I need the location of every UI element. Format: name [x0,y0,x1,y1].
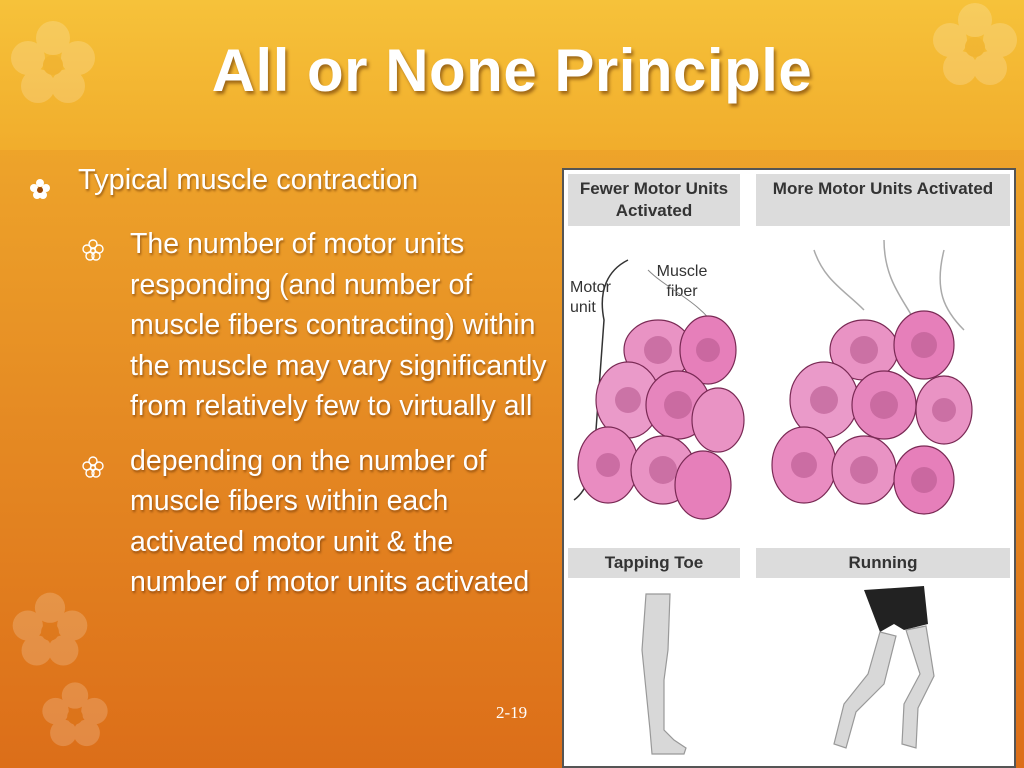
flower-bullet-icon [30,160,78,210]
flower-decoration-icon [40,680,110,750]
slide-title: All or None Principle [211,37,813,104]
motor-unit-label: Motor unit [570,279,611,316]
motor-unit-figure [562,168,1016,768]
tapping-toe-leg-illustration [624,590,704,760]
bullet-level2 [82,441,560,603]
left-caption: Tapping Toe [568,548,740,578]
muscle-fiber-label: Muscle fiber [656,263,708,300]
bullet-text: depending on the number of muscle fibers within each activated motor unit & the number of motor units activated [130,444,530,598]
muscle-fibers-more-illustration [764,230,1004,530]
flower-outline-bullet-icon [82,441,130,490]
page-number: 2-19 [496,703,528,722]
bullet-level1 [30,160,560,210]
bullet-level2 [82,224,560,427]
flower-outline-bullet-icon [82,224,130,273]
muscle-fibers-few-illustration [568,230,748,530]
right-header: More Motor Units Activated [756,174,1010,226]
running-legs-illustration [824,584,944,760]
bullet-text: The number of motor units responding (and number of muscle fibers contracting) within the muscle may vary significantly from relatively few to virtually all [130,228,547,422]
left-header: Fewer Motor Units Activated [568,174,740,226]
bullet-list [30,160,560,603]
right-caption: Running [756,548,1010,578]
bullet-text: Typical muscle contraction [78,164,419,196]
